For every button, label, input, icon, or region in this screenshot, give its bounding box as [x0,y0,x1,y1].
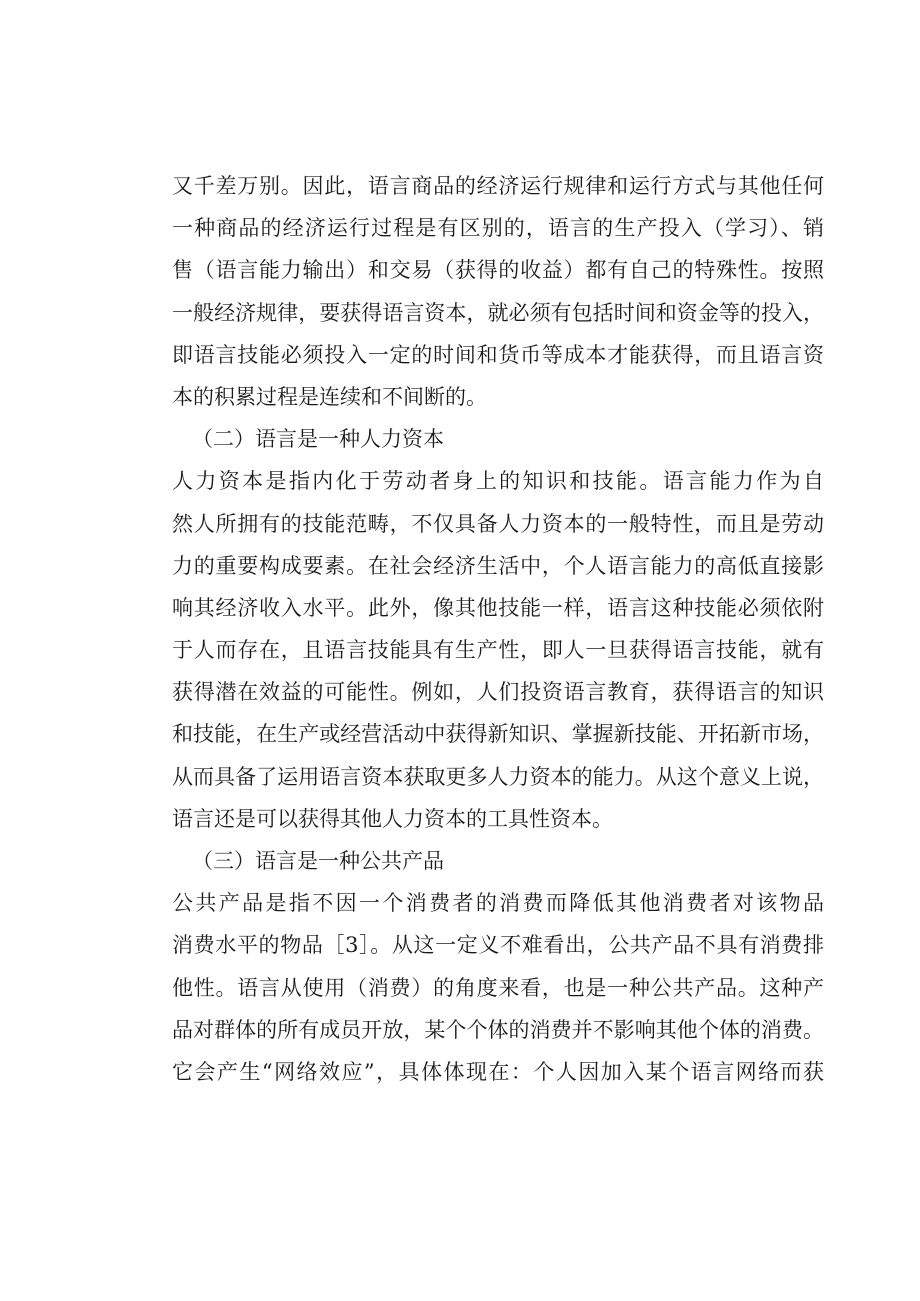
text-line: 力的重要构成要素。在社会经济生活中，个人语言能力的高低直接影 [172,553,824,578]
paragraph-3 [172,882,824,1093]
text-line: 一般经济规律，要获得语言资本，就必须有包括时间和资金等的投入， [172,300,824,325]
text-line: 公共产品是指不因一个消费者的消费而降低其他消费者对该物品 [172,891,824,916]
text-line: 它会产生“网络效应”，具体体现在：个人因加入某个语言网络而获 [172,1059,824,1084]
text-line: 一种商品的经济运行过程是有区别的，语言的生产投入（学习）、销 [172,216,824,241]
text-line: 品对群体的所有成员开放，某个个体的消费并不影响其他个体的消费。 [172,1017,824,1042]
text-line: 人力资本是指内化于劳动者身上的知识和技能。语言能力作为自 [172,469,824,494]
text-line: 语言还是可以获得其他人力资本的工具性资本。 [172,806,613,831]
text-line: 和技能，在生产或经营活动中获得新知识、掌握新技能、开拓新市场， [172,722,824,747]
text-line: 响其经济收入水平。此外，像其他技能一样，语言这种技能必须依附 [172,595,824,620]
text-line: 又千差万别。因此，语言商品的经济运行规律和运行方式与其他任何 [172,174,824,198]
text-line: 售（语言能力输出）和交易（获得的收益）都有自己的特殊性。按照 [172,258,824,283]
text-line: 本的积累过程是连续和不间断的。 [172,384,487,409]
paragraph-2 [172,460,824,840]
text-line: 然人所拥有的技能范畴，不仅具备人力资本的一般特性，而且是劳动 [172,511,824,536]
text-line: 获得潜在效益的可能性。例如，人们投资语言教育，获得语言的知识 [172,680,824,705]
text-line: 消费水平的物品［3］。从这一定义不难看出，公共产品不具有消费排 [172,933,824,958]
section-heading: （三）语言是一种公共产品 [192,849,444,873]
section-heading: （二）语言是一种人力资本 [192,427,444,452]
text-line: 他性。语言从使用（消费）的角度来看，也是一种公共产品。这种产 [172,975,824,1000]
text-line: 于人而存在，且语言技能具有生产性，即人一旦获得语言技能，就有 [172,638,824,663]
text-line: 即语言技能必须投入一定的时间和货币等成本才能获得，而且语言资 [172,342,824,367]
text-line: 从而具备了运用语言资本获取更多人力资本的能力。从这个意义上说， [172,764,824,789]
document-body [172,165,824,1093]
paragraph-1 [172,165,824,418]
